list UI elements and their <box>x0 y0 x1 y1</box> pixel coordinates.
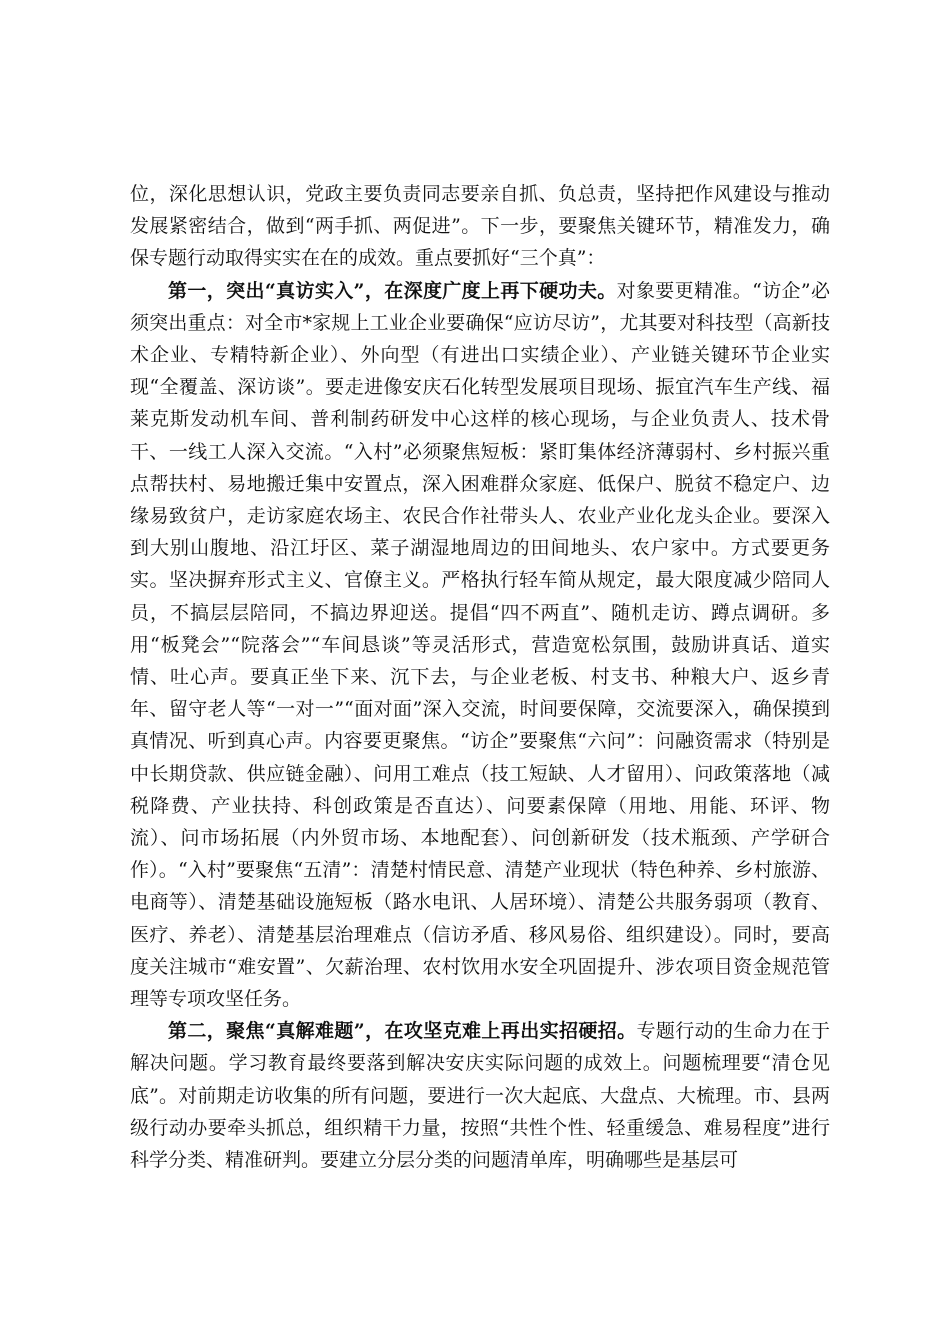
document-body <box>130 178 830 1176</box>
paragraph-2 <box>130 275 830 1016</box>
paragraph-2-text: 对象要更精准。“访企”必须突出重点：对全市*家规上工业企业要确保“应访尽访”，尤其要对科技型（高新技术企业、专精特新企业）、外向型（有进出口实绩企业）、产业链关键环节企业实现“全覆盖、深访谈”。要走进像安庆石化转型发展项目现场、振宜汽车生产线、福莱克斯发动机车间、普利制药研发中心这样的核心现场，与企业负责人、技术骨干、一线工人深入交流。“入村”必须聚焦短板：紧盯集体经济薄弱村、乡村振兴重点帮扶村、易地搬迁集中安置点，深入困难群众家庭、低保户、脱贫不稳定户、边缘易致贫户，走访家庭农场主、农民合作社带头人、农业产业化龙头企业。要深入到大别山腹地、沿江圩区、菜子湖湿地周边的田间地头、农户家中。方式要更务实。坚决摒弃形式主义、官僚主义。严格执行轻车简从规定，最大限度减少陪同人员，不搞层层陪同，不搞边界迎送。提倡“四不两直”、随机走访、蹲点调研。多用“板凳会”“院落会”“车间恳谈”等灵活形式，营造宽松氛围，鼓励讲真话、道实情、吐心声。要真正坐下来、沉下去，与企业老板、村支书、种粮大户、返乡青年、留守老人等“一对一”“面对面”深入交流，时间要保障，交流要深入，确保摸到真情况、听到真心声。内容要更聚焦。“访企”要聚焦“六问”：问融资需求（特别是中长期贷款、供应链金融）、问用工难点（技工短缺、人才留用）、问政策落地（减税降费、产业扶持、科创政策是否直达）、问要素保障（用地、用能、环评、物流）、问市场拓展（内外贸市场、本地配套）、问创新研发（技术瓶颈、产学研合作）。“入村”要聚焦“五清”：清楚村情民意、清楚产业现状（特色种养、乡村旅游、电商等）、清楚基础设施短板（路水电讯、人居环境）、清楚公共服务弱项（教育、医疗、养老）、清楚基层治理难点（信访矛盾、移风易俗、组织建设）。同时，要高度关注城市“难安置”、欠薪治理、农村饮用水安全巩固提升、涉农项目资金规范管理等专项攻坚任务。 <box>130 279 830 1011</box>
paragraph-3-text: 专题行动的生命力在于解决问题。学习教育最终要落到解决安庆实际问题的成效上。问题梳理要“清仓见底”。对前期走访收集的所有问题，要进行一次大起底、大盘点、大梳理。市、县两级行动办要牵头抓总，组织精干力量，按照“共性个性、轻重缓急、难易程度”进行科学分类、精准研判。要建立分层分类的问题清单库，明确哪些是基层可 <box>130 1020 830 1172</box>
paragraph-3-lead: 第二，聚焦“真解难题”，在攻坚克难上再出实招硬招。 <box>168 1020 637 1043</box>
paragraph-1-text: 位，深化思想认识，党政主要负责同志要亲自抓、负总责，坚持把作风建设与推动发展紧密结合，做到“两手抓、两促进”。下一步，要聚焦关键环节，精准发力，确保专题行动取得实实在在的成效。重点要抓好“三个真”： <box>130 183 830 270</box>
paragraph-1 <box>130 178 830 275</box>
paragraph-3 <box>130 1015 830 1176</box>
paragraph-2-lead: 第一，突出“真访实入”，在深度广度上再下硬功夫。 <box>168 279 617 302</box>
